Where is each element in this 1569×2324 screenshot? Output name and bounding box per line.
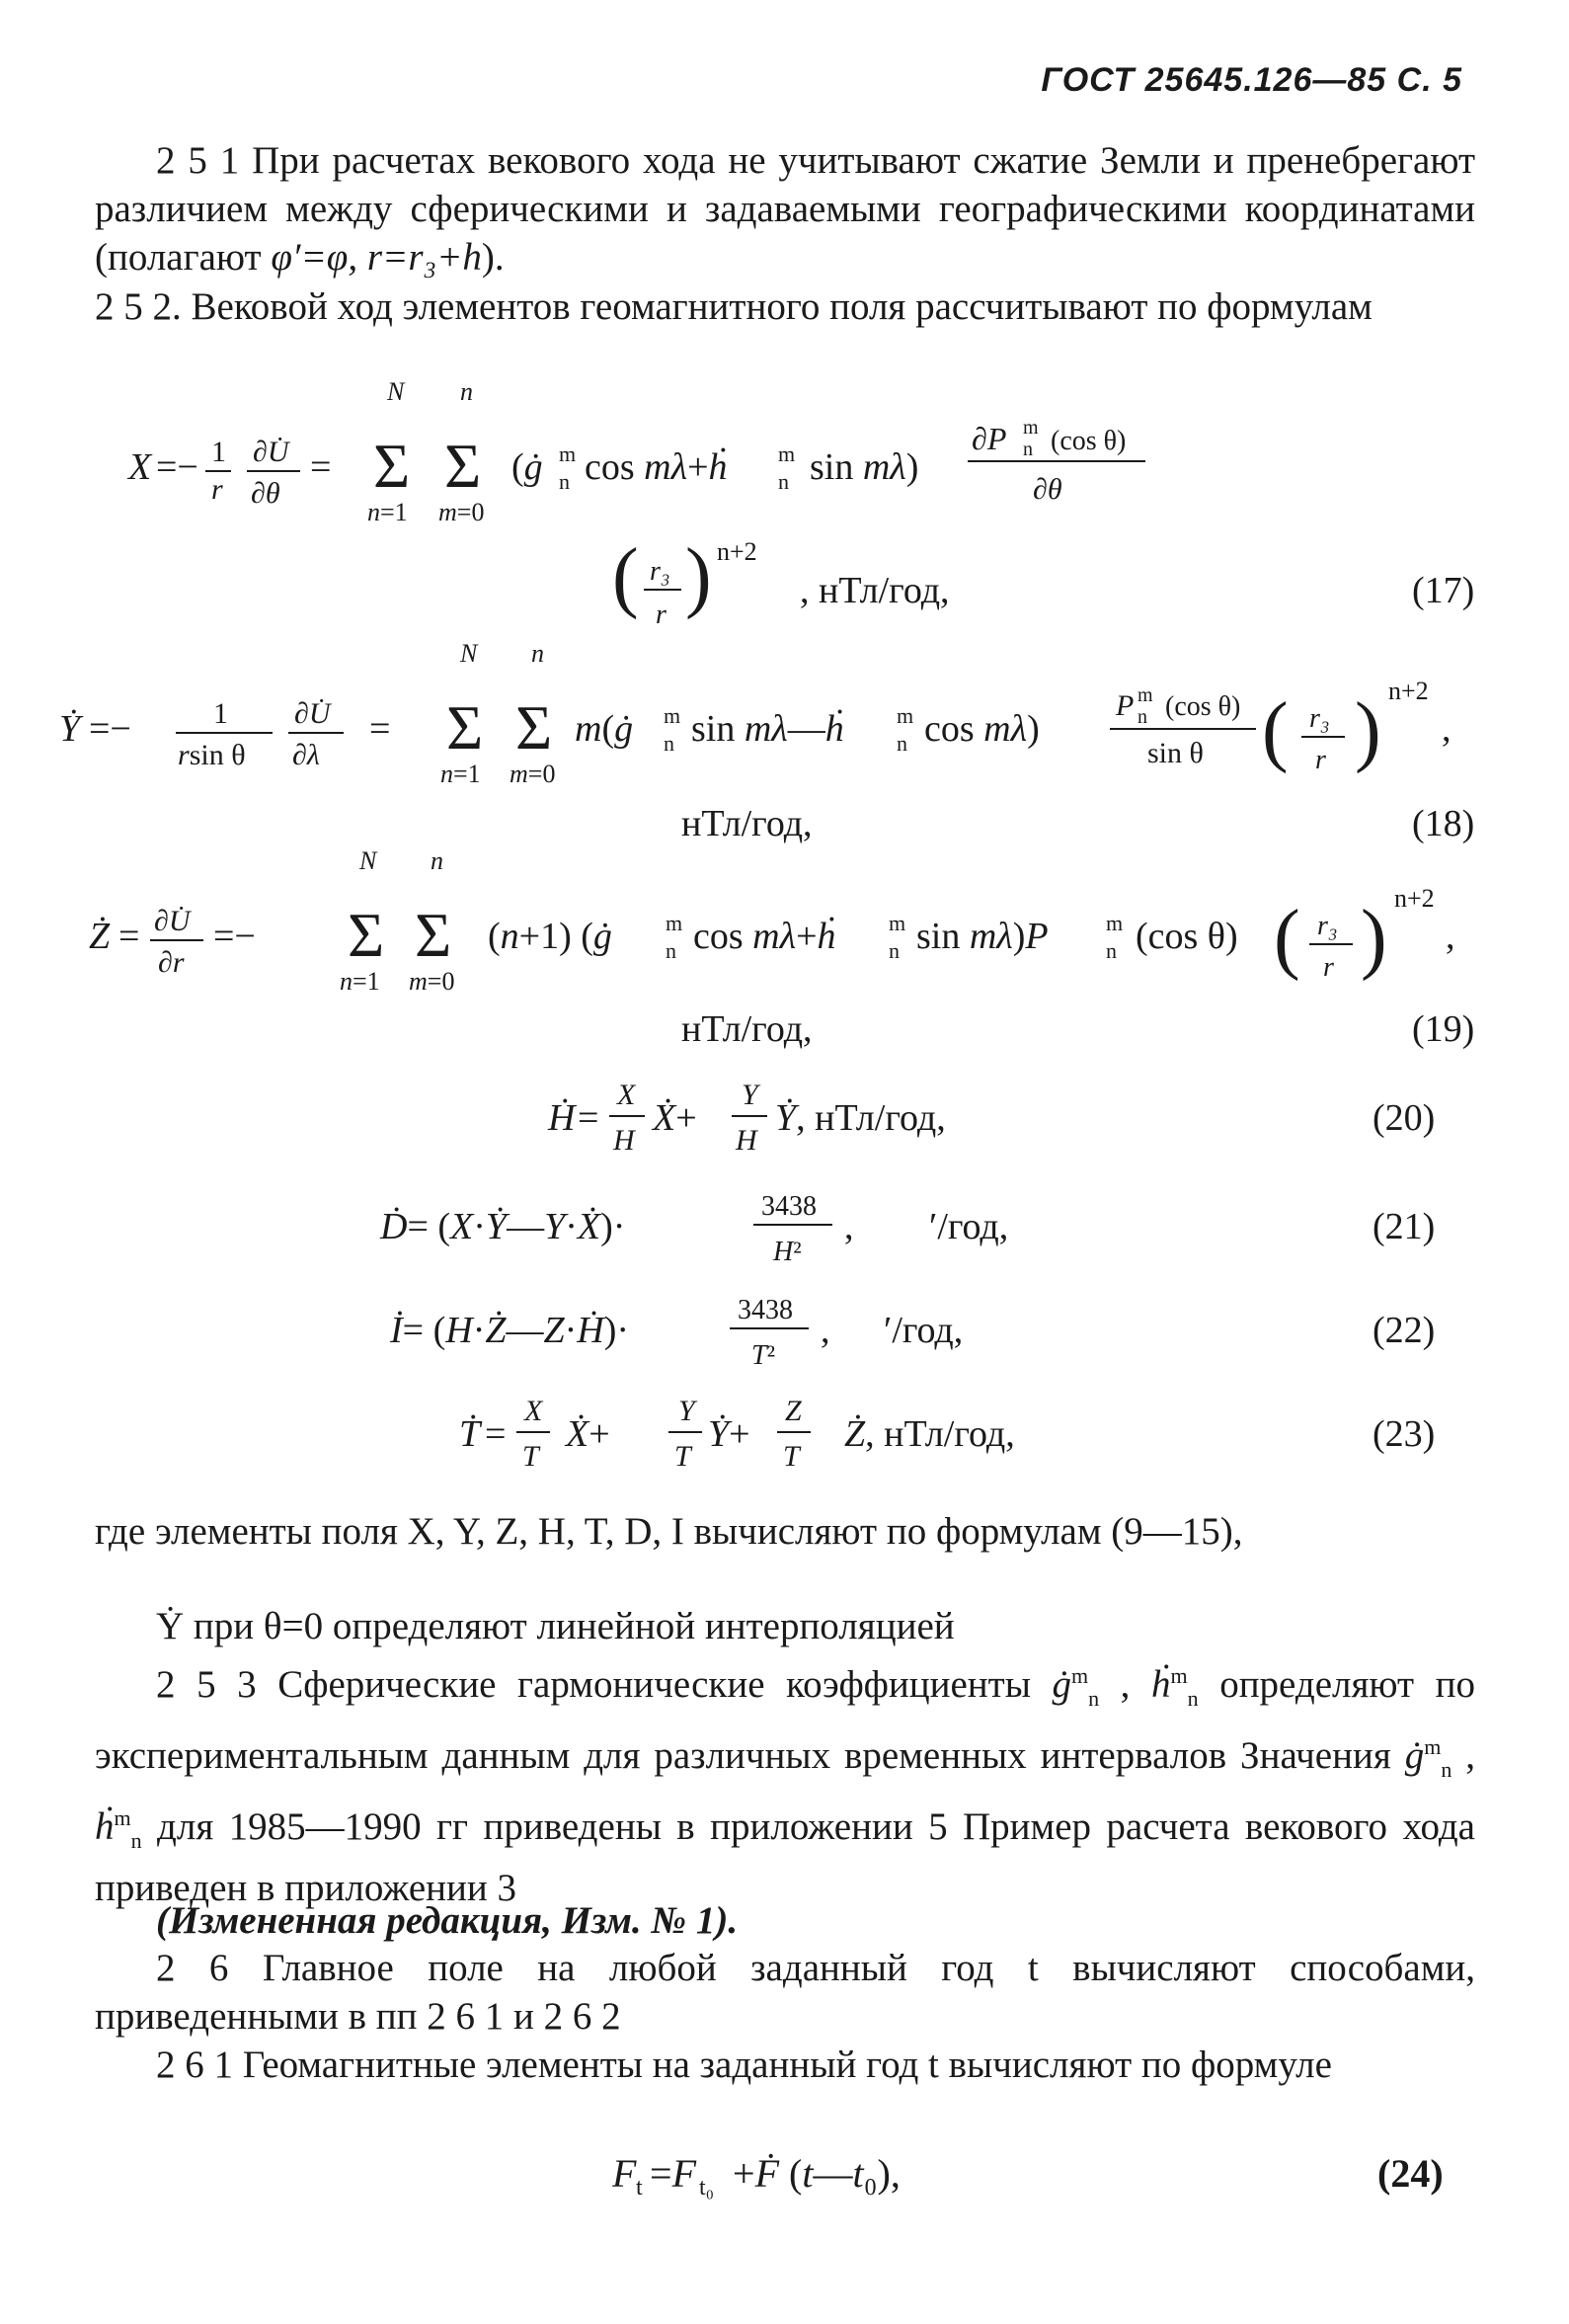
svg-text:H: H [736,1124,757,1157]
svg-text:n: n [1138,706,1147,728]
svg-text:sin mλ)P: sin mλ)P [916,916,1049,957]
svg-text:m=0: m=0 [510,760,556,788]
svg-text:Σ: Σ [444,431,482,501]
svg-text:Y: Y [742,1079,758,1111]
svg-text:): ) [1355,687,1381,774]
svg-text:Ṫ: Ṫ [459,1413,481,1455]
svg-text:n: n [897,731,907,756]
svg-text:X: X [128,446,152,488]
svg-text:m: m [1106,911,1124,935]
formula-20 [548,1067,1486,1165]
paragraph-ydot: Ẏ при θ=0 определяют линейной интерполяцией [156,1605,955,1647]
formula-22-number: (22) [1373,1310,1436,1351]
svg-text:n+2: n+2 [1388,677,1429,705]
formula-24-number: (24) [1377,2151,1444,2196]
svg-text:∂λ: ∂λ [292,739,320,771]
svg-text:Ẏ: Ẏ [59,708,81,750]
svg-text:,: , [1442,708,1451,750]
svg-text:′/год,: ′/год, [929,1206,1009,1247]
paragraph-2-5-2: 2 5 2. Вековой ход элементов геомагнитного поля рассчитывают по формулам [95,285,1373,328]
svg-text:∂θ: ∂θ [1033,473,1062,506]
svg-text:r₃: r₃ [1309,703,1330,734]
svg-text:m=0: m=0 [438,498,485,526]
svg-text:Ẏ+: Ẏ+ [708,1413,750,1455]
formula-21 [380,1175,1486,1274]
formula-22 [390,1279,1486,1378]
svg-text:m: m [664,703,681,728]
svg-text:1: 1 [211,436,226,468]
svg-text:n: n [889,938,900,963]
svg-text:m: m [1138,684,1153,706]
formula-19 [89,846,1501,1077]
svg-text:∂P: ∂P [972,421,1007,456]
svg-text:T: T [783,1440,800,1473]
svg-text:,: , [821,1310,830,1351]
svg-text:X: X [524,1395,543,1427]
svg-text:Z: Z [785,1395,802,1427]
svg-text:N: N [387,377,405,406]
svg-text:(cos θ): (cos θ) [1136,916,1238,957]
svg-text:3438: 3438 [738,1295,793,1325]
svg-text:sin mλ): sin mλ) [810,446,919,488]
svg-text:t₀: t₀ [699,2175,715,2201]
svg-text:Ż: Ż [89,916,111,957]
svg-text:=: = [310,446,332,488]
svg-text:n: n [559,469,570,494]
paragraph-2-5-3: 2 5 3 Сферические гармонические коэффициенты $ġ^m_n$ , ḣ$^m_n$ определяют по экспериментальным данным для различных временных интервалов Значения $ġ^m_n$ , ḣ$^m_n$ для 1985—1990 гг приведены в приложении 5 Пример расчета векового хода приведен в приложении 3 [95,1663,1476,1910]
svg-text:N: N [359,846,377,875]
svg-text:m(ġ: m(ġ [575,708,634,750]
svg-text:r₃: r₃ [1317,911,1338,941]
formula-24 [612,2124,1486,2222]
svg-text:,: , [1446,916,1455,957]
svg-text:Ḋ= (X·Ẏ—Y·Ẋ)·: Ḋ= (X·Ẏ—Y·Ẋ)· [380,1206,626,1247]
svg-text:cos mλ+ḣ: cos mλ+ḣ [693,916,836,957]
svg-text:n=1: n=1 [440,760,481,788]
svg-text:t: t [636,2175,643,2201]
paragraph-2-6-1: 2 6 1 Геомагнитные элементы на заданный год t вычисляют по формуле [156,2044,1332,2086]
svg-text:n: n [1023,439,1033,460]
svg-text:m: m [666,911,683,935]
svg-text:3438: 3438 [761,1191,817,1222]
svg-text:cos mλ): cos mλ) [924,708,1040,750]
formula-17-number: (17) [1412,570,1475,611]
svg-text:r₃: r₃ [650,556,670,587]
svg-text:n: n [1106,938,1117,963]
svg-text:n: n [778,469,789,494]
svg-text:F: F [612,2151,637,2196]
svg-text:r: r [1323,952,1334,983]
svg-text:Σ: Σ [515,692,553,762]
svg-text:=: = [369,708,391,750]
svg-text:H²: H² [773,1237,802,1267]
svg-text:,: , [844,1206,854,1247]
svg-text:нТл/год,: нТл/год, [681,1008,813,1050]
formula-23 [459,1383,1486,1482]
svg-text:Σ: Σ [446,692,484,762]
svg-text:Ẋ+: Ẋ+ [566,1413,610,1455]
svg-text:n: n [531,639,544,668]
svg-text:=−: =− [213,916,256,957]
svg-text:, нТл/год,: , нТл/год, [800,570,950,611]
svg-text:m: m [559,441,577,466]
svg-text:): ) [685,533,712,620]
svg-text:Σ: Σ [348,900,385,970]
svg-text:+Ḟ (t—t₀),: +Ḟ (t—t₀), [733,2151,901,2196]
paragraph-2-5-1: 2 5 1 При расчетах векового хода не учитывают сжатие Земли и пренебрегают различием между сферическими и задаваемыми географическими координатами (полагают φ′=φ, r=r₃+h). [95,139,1475,279]
svg-text:=F: =F [650,2151,696,2196]
svg-text:1: 1 [213,697,228,730]
svg-text:нТл/год,: нТл/год, [681,803,813,844]
svg-text:∂θ: ∂θ [251,477,280,510]
svg-text:sin θ: sin θ [1147,737,1204,769]
formula-19-number: (19) [1412,1008,1475,1050]
svg-text:rsin θ: rsin θ [178,739,246,771]
svg-text:m: m [889,911,906,935]
svg-text:m: m [897,703,914,728]
svg-text:n: n [460,377,473,406]
svg-text:=−: =− [89,708,131,750]
formula-17 [118,377,1501,657]
svg-text:Σ: Σ [373,431,411,501]
svg-text:m: m [778,441,796,466]
svg-text:m: m [1023,417,1039,439]
svg-text:=: = [485,1413,507,1455]
svg-text:r: r [211,473,223,506]
svg-text:(cos θ): (cos θ) [1165,691,1241,722]
svg-text:(: ( [612,533,639,620]
paragraph-where: где элементы поля X, Y, Z, H, T, D, I вычисляют по формулам (9—15), [95,1510,1243,1553]
svg-text:Ẏ, нТл/год,: Ẏ, нТл/год, [775,1097,946,1139]
svg-text:n+2: n+2 [717,537,757,566]
svg-text:r: r [1315,745,1326,775]
svg-text:H: H [613,1124,635,1157]
svg-text:∂U̇: ∂U̇ [154,905,191,937]
svg-text:Ẋ+: Ẋ+ [653,1097,697,1139]
svg-text:n: n [431,846,443,875]
svg-text:′/год,: ′/год, [884,1310,964,1351]
svg-text:(: ( [1274,895,1300,982]
svg-text:m=0: m=0 [409,967,455,996]
svg-text:∂r: ∂r [158,946,185,979]
formula-23-number: (23) [1373,1413,1436,1455]
svg-text:(ġ: (ġ [511,446,543,488]
formula-21-number: (21) [1373,1206,1436,1247]
page-header: ГОСТ 25645.126—85 С. 5 [1041,61,1462,99]
svg-text:N: N [460,639,478,668]
svg-text:P: P [1116,689,1135,722]
svg-text:(n+1) (ġ: (n+1) (ġ [488,916,612,957]
svg-text:Y: Y [678,1395,695,1427]
svg-text:n=1: n=1 [367,498,408,526]
svg-text:=−: =− [156,446,198,488]
svg-text:): ) [1361,895,1387,982]
svg-text:X: X [617,1079,636,1111]
svg-text:Ż, нТл/год,: Ż, нТл/год, [844,1413,1015,1455]
svg-text:n+2: n+2 [1394,884,1435,913]
svg-text:(: ( [1262,687,1289,774]
svg-text:(cos θ): (cos θ) [1051,426,1127,456]
svg-text:n: n [664,731,674,756]
svg-text:T: T [522,1440,539,1473]
paragraph-2-6: 2 6 Главное поле на любой заданный год t вычисляют способами, приведенными в пп 2 6 1 и 2 6 2 [95,1947,1475,2038]
svg-text:=: = [578,1097,599,1139]
formula-18-number: (18) [1412,803,1475,844]
svg-text:T²: T² [751,1340,775,1371]
formula-20-number: (20) [1373,1097,1436,1139]
formula-18 [59,639,1501,879]
svg-text:∂U̇: ∂U̇ [253,436,289,468]
svg-text:sin mλ—ḣ: sin mλ—ḣ [691,708,844,750]
svg-text:r: r [656,600,667,630]
svg-text:n: n [666,938,676,963]
svg-text:∂U̇: ∂U̇ [294,697,331,730]
svg-text:Ḣ: Ḣ [548,1097,576,1139]
svg-text:=: = [118,916,140,957]
svg-text:T: T [674,1440,691,1473]
svg-text:Σ: Σ [415,900,452,970]
svg-text:cos mλ+ḣ: cos mλ+ḣ [585,446,728,488]
svg-text:İ= (H·Ż—Z·Ḣ)·: İ= (H·Ż—Z·Ḣ)· [390,1310,630,1351]
paragraph-changed: (Измененная редакция, Изм. № 1). [156,1899,739,1942]
svg-text:n=1: n=1 [340,967,380,996]
